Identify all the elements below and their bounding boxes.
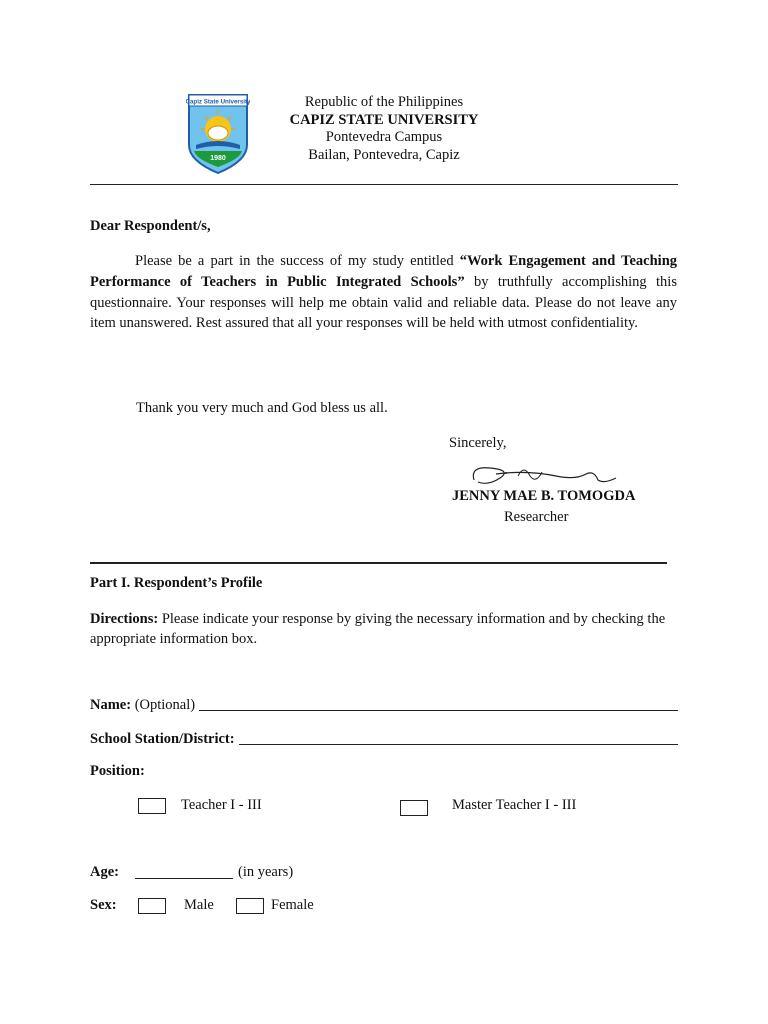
directions-label: Directions: — [90, 611, 159, 627]
closing: Sincerely, — [449, 435, 507, 451]
master-teacher-option-label: Master Teacher I - III — [452, 797, 577, 813]
header-divider — [90, 184, 678, 185]
male-option-label: Male — [184, 897, 214, 913]
letter-body — [90, 251, 677, 334]
republic-line: Republic of the Philippines — [304, 94, 464, 110]
name-field[interactable] — [199, 696, 678, 711]
female-checkbox[interactable] — [236, 898, 264, 914]
directions — [90, 609, 680, 649]
male-checkbox[interactable] — [138, 898, 166, 914]
school-field[interactable] — [239, 730, 678, 745]
letter-body-start: Please be a part in the success of my study entitled — [135, 253, 460, 269]
letterhead — [250, 94, 518, 164]
teacher-checkbox[interactable] — [138, 798, 166, 814]
svg-text:1980: 1980 — [210, 155, 226, 162]
campus-name: Pontevedra Campus — [325, 129, 443, 145]
thanks-line: Thank you very much and God bless us all. — [136, 400, 388, 416]
age-label: Age: — [90, 864, 119, 880]
researcher-name: JENNY MAE B. TOMOGDA — [452, 488, 636, 504]
university-seal — [186, 93, 250, 175]
researcher-role: Researcher — [504, 509, 569, 525]
name-row — [90, 696, 678, 714]
age-note: (in years) — [238, 864, 294, 880]
sex-label: Sex: — [90, 897, 117, 913]
teacher-option-label: Teacher I - III — [181, 797, 262, 813]
name-note: (Optional) — [131, 697, 196, 713]
school-label: School Station/District: — [90, 731, 235, 747]
directions-text: Please indicate your response by giving the necessary information and by checking the appropriate information box. — [90, 611, 666, 647]
svg-text:Capiz State University: Capiz State University — [186, 98, 250, 106]
letter-body-end: by truthfully accomplishing this questionnaire. Your responses will help me obtain valid and reliable data. Please do not leave any item unanswered. Rest assured that all your responses will be held with utmost confidentiality. — [90, 273, 677, 332]
female-option-label: Female — [271, 897, 314, 913]
age-field[interactable] — [135, 878, 233, 879]
name-label: Name: — [90, 697, 132, 713]
master-teacher-checkbox[interactable] — [400, 800, 428, 816]
university-name: CAPIZ STATE UNIVERSITY — [289, 111, 479, 128]
greeting: Dear Respondent/s, — [90, 218, 211, 234]
campus-address: Bailan, Pontevedra, Capiz — [308, 146, 460, 163]
section-title: Part I. Respondent’s Profile — [90, 575, 263, 591]
section-divider — [90, 562, 667, 564]
position-label: Position: — [90, 763, 145, 779]
study-title: “Work Engagement and Teaching Performance of Teachers in Public Integrated Schools” — [90, 253, 678, 290]
school-row — [90, 730, 678, 748]
